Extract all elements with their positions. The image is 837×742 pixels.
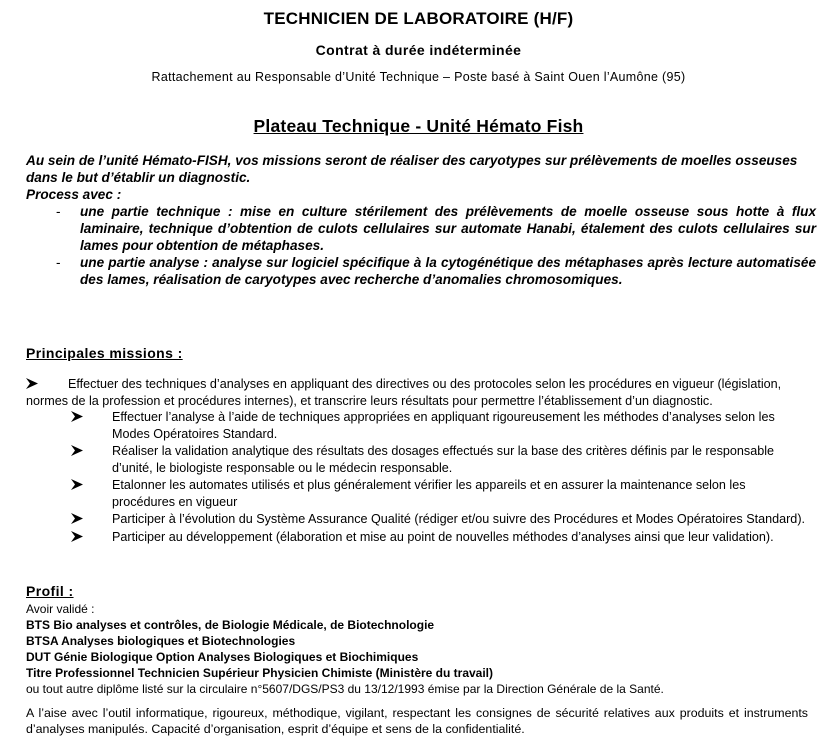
profil-title: Profil : [26, 583, 74, 599]
job-title: TECHNICIEN DE LABORATOIRE (H/F) [263, 9, 574, 28]
arrow-bullet-icon [71, 531, 83, 542]
process-item-text: une partie analyse : analyse sur logiciel spécifique à la cytogénétique des métaphases après lecture automatisée des lames, réalisation de caryotypes avec recherche d’anomalies chromosomiques. [80, 255, 816, 287]
diploma-item: Titre Professionnel Technicien Supérieur Physicien Chimiste (Ministère du travail) [26, 666, 494, 680]
arrow-bullet-icon [71, 411, 83, 422]
process-label: Process avec : [26, 187, 122, 202]
mission-item-text: Réaliser la validation analytique des résultats des dosages effectués sur la base des critères définis par le responsable d’unité, le biologiste responsable ou le médecin responsable. [112, 444, 775, 475]
arrow-bullet-icon [71, 513, 83, 524]
mission-item-text: Etalonner les automates utilisés et plus généralement vérifier les appareils et en assurer la maintenance selon les procédures en vigueur [112, 478, 746, 509]
section-title: Plateau Technique - Unité Hémato Fish [253, 116, 584, 136]
process-list [26, 203, 816, 288]
other-diploma-note: ou tout autre diplôme listé sur la circulaire n°5607/DGS/PS3 du 13/12/1993 émise par la Direction Générale de la Santé. [26, 682, 664, 696]
dash-bullet: - [56, 255, 61, 270]
mission-item [26, 529, 808, 546]
diploma-item: BTSA Analyses biologiques et Biotechnologies [26, 634, 296, 648]
contract-type: Contrat à durée indéterminée [315, 42, 522, 58]
arrow-bullet-icon [71, 479, 83, 490]
diploma-item: BTS Bio analyses et contrôles, de Biologie Médicale, de Biotechnologie [26, 618, 435, 632]
process-item [26, 203, 816, 254]
mission-item [26, 511, 808, 528]
process-item-text: une partie technique : mise en culture stérilement des prélèvements de moelle osseuse sous hotte à flux laminaire, technique d’obtention de culots cellulaires sur automate Hanabi, étalement des culots cellulaires sur lames pour obtention de métaphases. [80, 204, 816, 253]
missions-block [26, 376, 808, 546]
profil-lead: Avoir validé : [26, 602, 95, 616]
intro-text: Au sein de l’unité Hémato-FISH, vos missions seront de réaliser des caryotypes sur prélèvements de moelles osseuses dans le but d’établir un diagnostic. [26, 153, 798, 185]
mission-item-text: Participer à l’évolution du Système Assurance Qualité (rédiger et/ou suivre des Procédures et Modes Opératoires Standard). [112, 512, 806, 526]
attachment-line: Rattachement au Responsable d’Unité Technique – Poste basé à Saint Ouen l’Aumône (95) [151, 70, 686, 84]
mission-item [26, 409, 808, 442]
intro-block [26, 152, 816, 288]
mission-item-text: Effectuer l’analyse à l’aide de techniques appropriées en appliquant rigoureusement les méthodes d’analyses selon les Modes Opératoires Standard. [112, 410, 775, 441]
mission-item [26, 443, 808, 476]
profil-block [26, 601, 816, 697]
missions-sub-list [26, 409, 808, 545]
closing-paragraph: A l’aise avec l’outil informatique, rigoureux, méthodique, vigilant, respectant les consignes de sécurité relatives aux produits et instruments d’analyses manipulés. Capacité d’organisation, esprit d’équipe et sens de la confidentialité. [26, 706, 808, 736]
dash-bullet: - [56, 204, 61, 219]
diploma-item: DUT Génie Biologique Option Analyses Biologiques et Biochimiques [26, 650, 419, 664]
missions-title: Principales missions : [26, 345, 183, 361]
arrow-bullet-icon [71, 445, 83, 456]
mission-item-text: Participer au développement (élaboration et mise au point de nouvelles méthodes d’analyses ainsi que leur validation). [112, 529, 774, 544]
main-mission-text: Effectuer des techniques d’analyses en appliquant des directives ou des protocoles selon les procédures en vigueur (législation, normes de la profession et procédures internes), et transcrire leurs résultats pour permettre l’établissement d’un diagnostic. [26, 377, 782, 408]
mission-item [26, 477, 808, 510]
arrow-bullet-icon [26, 378, 38, 389]
main-mission [26, 376, 808, 409]
process-item [26, 254, 816, 288]
